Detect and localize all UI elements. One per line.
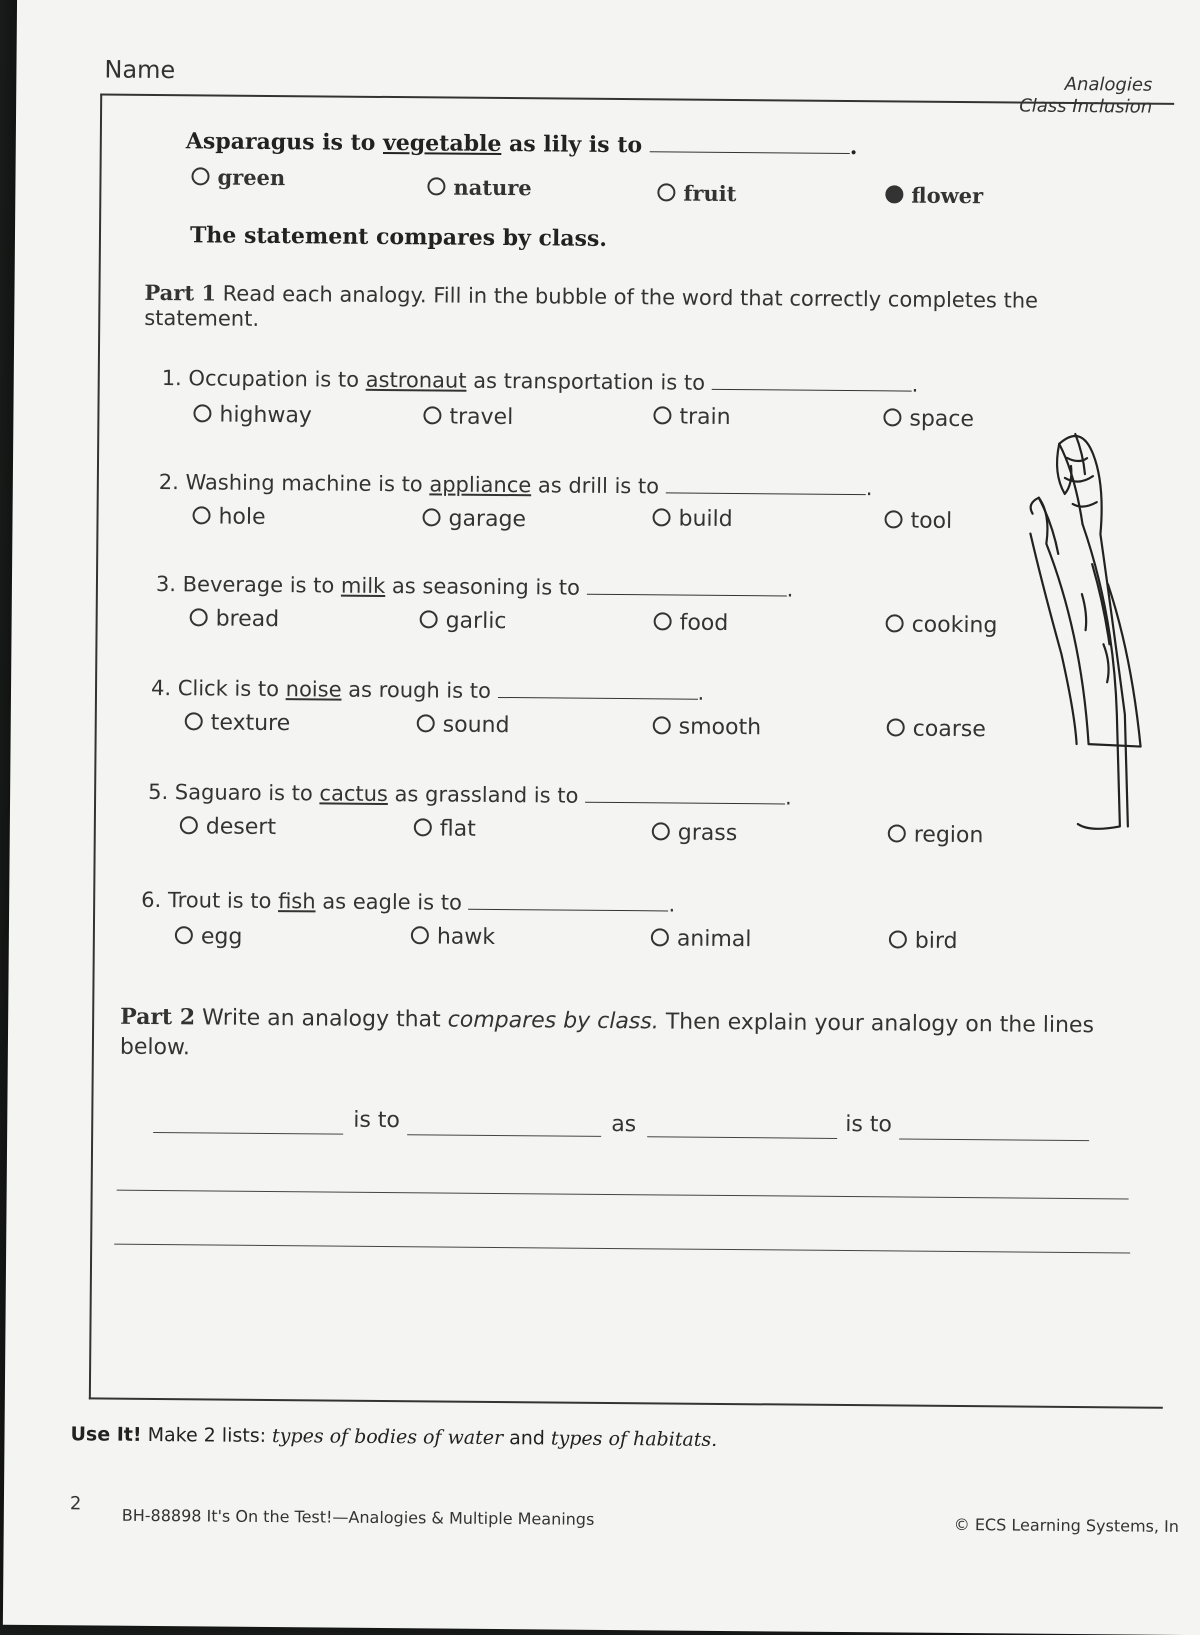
example-answer-blank bbox=[650, 133, 850, 154]
q3-option-c[interactable]: food bbox=[654, 610, 729, 636]
q1-option-a[interactable]: highway bbox=[193, 402, 312, 428]
underlined-word: cactus bbox=[319, 781, 389, 807]
bubble-icon bbox=[652, 508, 670, 526]
answer-blank bbox=[585, 784, 785, 805]
example-statement: The statement compares by class. bbox=[189, 222, 608, 252]
book-title: BH-88898 It's On the Test!—Analogies & Multiple Meanings bbox=[121, 1505, 595, 1529]
bubble-icon bbox=[657, 183, 675, 201]
bubble-icon bbox=[422, 508, 440, 526]
answer-blank bbox=[712, 371, 912, 392]
q4-option-c[interactable]: smooth bbox=[653, 714, 762, 740]
bubble-icon bbox=[652, 822, 670, 840]
underlined-word: noise bbox=[285, 677, 342, 702]
bubble-icon bbox=[653, 716, 671, 734]
name-label: Name bbox=[104, 55, 176, 85]
page-number: 2 bbox=[69, 1493, 82, 1515]
bubble-icon bbox=[180, 816, 198, 834]
q1-option-d[interactable]: space bbox=[883, 406, 974, 432]
bubble-icon bbox=[651, 928, 669, 946]
part2-instructions: Part 2 Write an analogy that compares by class. Then explain your analogy on the lines below. bbox=[119, 1003, 1095, 1061]
answer-blank bbox=[468, 891, 668, 912]
underlined-word: milk bbox=[340, 573, 386, 598]
bubble-icon bbox=[185, 712, 203, 730]
q4-option-b[interactable]: sound bbox=[417, 712, 510, 738]
example-underlined-word: vegetable bbox=[382, 129, 502, 157]
q6-option-a[interactable]: egg bbox=[175, 924, 243, 950]
example-option-nature[interactable]: nature bbox=[427, 174, 531, 200]
question-4: 4. Click is to noise as rough is to . bbox=[150, 675, 705, 705]
use-it-activity: Use It! Make 2 lists: types of bodies of water and types of habitats. bbox=[70, 1423, 718, 1451]
answer-blank bbox=[587, 576, 787, 597]
bubble-icon bbox=[193, 404, 211, 422]
question-3: 3. Beverage is to milk as seasoning is to . bbox=[155, 571, 794, 602]
subtopic-title: Class Inclusion bbox=[1019, 95, 1153, 118]
q3-option-a[interactable]: bread bbox=[190, 606, 280, 632]
bubble-icon bbox=[888, 824, 906, 842]
is-to-label-1: is to bbox=[353, 1107, 401, 1134]
q2-option-c[interactable]: build bbox=[652, 506, 732, 532]
copyright: © ECS Learning Systems, In bbox=[953, 1514, 1180, 1536]
answer-blank bbox=[498, 679, 698, 700]
filled-bubble-icon bbox=[885, 185, 903, 203]
question-1: 1. Occupation is to astronaut as transportation is to . bbox=[161, 366, 919, 397]
bubble-icon bbox=[427, 177, 445, 195]
answer-blank bbox=[666, 474, 866, 495]
underlined-word: astronaut bbox=[365, 367, 467, 393]
part2-label: Part 2 bbox=[120, 1003, 196, 1031]
q4-option-a[interactable]: texture bbox=[185, 710, 291, 736]
bubble-icon bbox=[175, 926, 193, 944]
q2-option-a[interactable]: hole bbox=[192, 504, 265, 530]
bubble-icon bbox=[884, 510, 902, 528]
bubble-icon bbox=[191, 167, 209, 185]
underlined-word: appliance bbox=[429, 472, 532, 498]
bubble-icon bbox=[417, 714, 435, 732]
bubble-icon bbox=[654, 612, 672, 630]
part1-instructions bbox=[144, 280, 1104, 339]
q6-option-d[interactable]: bird bbox=[889, 928, 958, 954]
asparagus-illustration bbox=[1020, 414, 1174, 855]
question-5: 5. Saguaro is to cactus as grassland is to . bbox=[148, 779, 792, 810]
q3-option-d[interactable]: cooking bbox=[886, 612, 998, 638]
example-option-flower[interactable]: flower bbox=[885, 182, 983, 208]
example-option-fruit[interactable]: fruit bbox=[657, 180, 736, 206]
example-question-start: Asparagus is to bbox=[185, 128, 384, 156]
example-option-green[interactable]: green bbox=[191, 164, 285, 190]
bubble-icon bbox=[411, 926, 429, 944]
example-question-end: as lily is to bbox=[501, 130, 643, 159]
question-6: 6. Trout is to fish as eagle is to . bbox=[141, 887, 676, 917]
bubble-icon bbox=[190, 608, 208, 626]
as-label: as bbox=[611, 1111, 637, 1138]
q5-option-b[interactable]: flat bbox=[414, 816, 476, 842]
example-question: Asparagus is to vegetable as lily is to . bbox=[185, 128, 858, 161]
q1-option-c[interactable]: train bbox=[653, 404, 730, 430]
bubble-icon bbox=[423, 406, 441, 424]
part1-text: Read each analogy. Fill in the bubble of the word that correctly completes the statement. bbox=[144, 281, 1039, 331]
bubble-icon bbox=[886, 614, 904, 632]
part1-label: Part 1 bbox=[144, 279, 217, 306]
q2-option-b[interactable]: garage bbox=[422, 506, 526, 532]
q6-option-c[interactable]: animal bbox=[651, 926, 752, 952]
is-to-label-2: is to bbox=[845, 1112, 893, 1138]
worksheet-page bbox=[3, 0, 1200, 1635]
bubble-icon bbox=[889, 930, 907, 948]
q5-option-c[interactable]: grass bbox=[652, 820, 738, 846]
q5-option-d[interactable]: region bbox=[888, 822, 984, 848]
bubble-icon bbox=[887, 718, 905, 736]
q6-option-b[interactable]: hawk bbox=[411, 924, 495, 950]
q4-option-d[interactable]: coarse bbox=[887, 716, 986, 742]
bubble-icon bbox=[420, 610, 438, 628]
q5-option-a[interactable]: desert bbox=[180, 814, 276, 840]
bubble-icon bbox=[414, 818, 432, 836]
question-2: 2. Washing machine is to appliance as drill is to . bbox=[158, 470, 873, 501]
use-it-label: Use It! bbox=[70, 1423, 142, 1446]
q2-option-d[interactable]: tool bbox=[884, 508, 952, 534]
q3-option-b[interactable]: garlic bbox=[420, 608, 507, 634]
bubble-icon bbox=[653, 406, 671, 424]
topic-title: Analogies bbox=[1064, 73, 1153, 96]
underlined-word: fish bbox=[278, 889, 316, 914]
q1-option-b[interactable]: travel bbox=[423, 404, 513, 430]
bubble-icon bbox=[883, 408, 901, 426]
bubble-icon bbox=[192, 506, 210, 524]
